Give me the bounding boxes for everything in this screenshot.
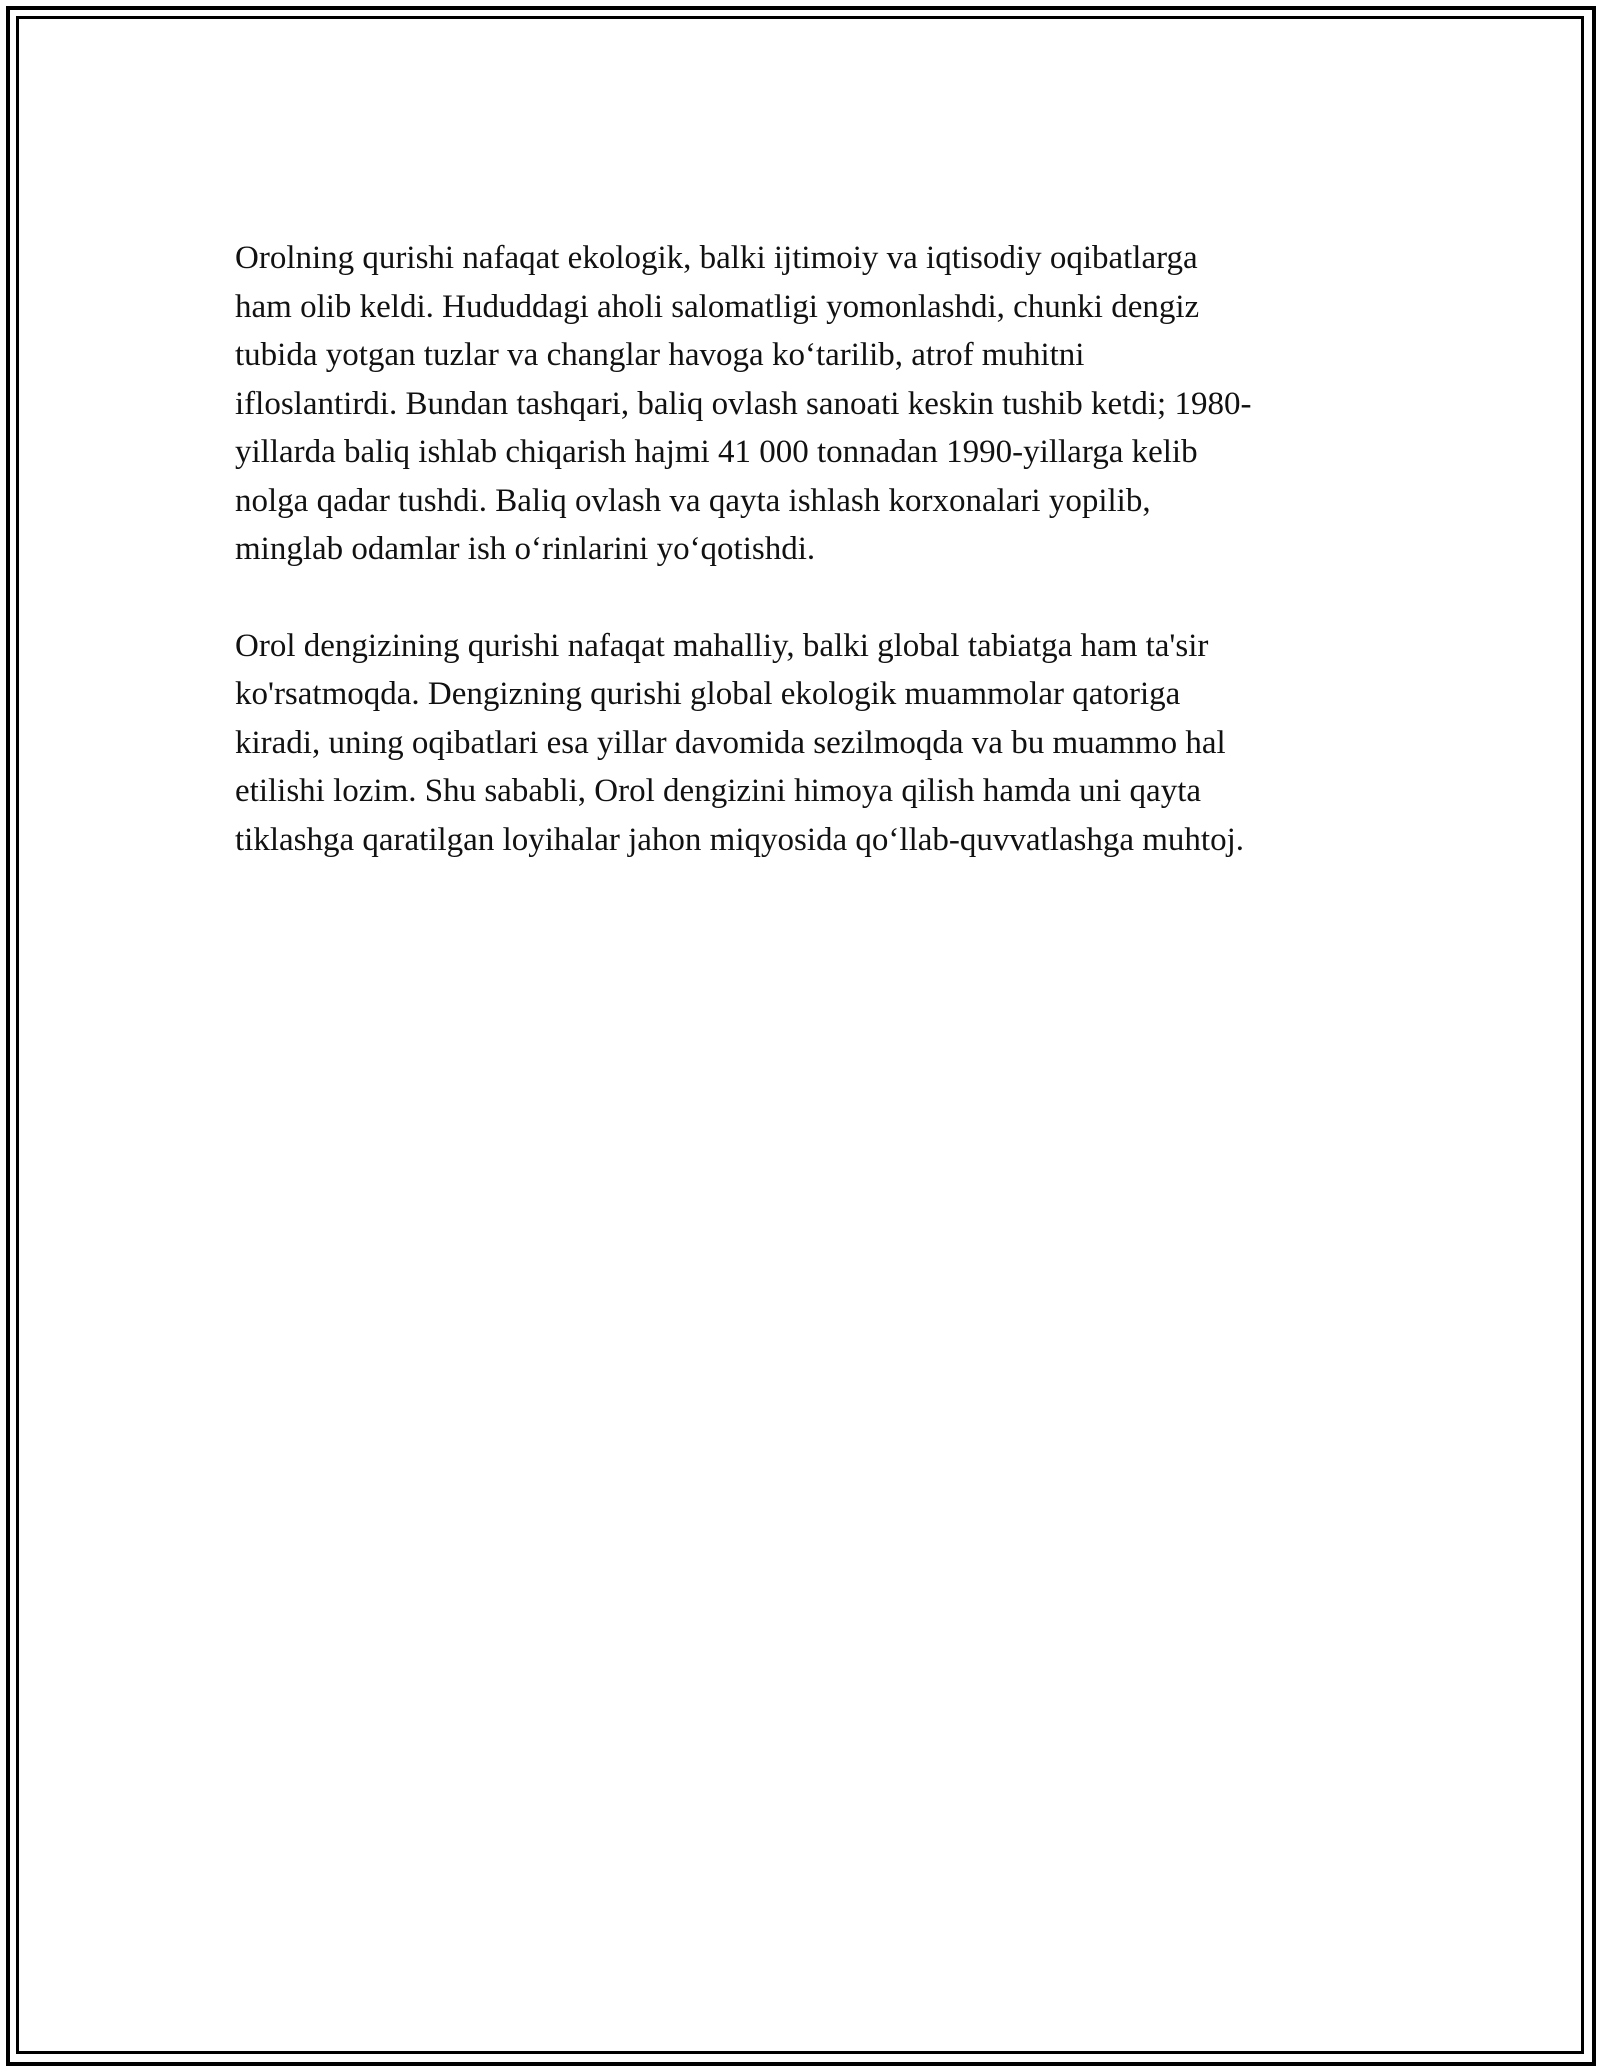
text-line: ham olib keldi. Hududdagi aholi salomatligi yomonlashdi, chunki dengiz bbox=[235, 288, 1200, 325]
text-line: Orol dengizining qurishi nafaqat mahalliy, balki global tabiatga ham ta'sir bbox=[235, 627, 1209, 664]
text-line: tiklashga qaratilgan loyihalar jahon miqyosida qo‘llab-quvvatlashga muhtoj. bbox=[235, 821, 1245, 858]
document-body bbox=[235, 234, 1375, 912]
text-line: nolga qadar tushdi. Baliq ovlash va qayta ishlash korxonalari yopilib, bbox=[235, 482, 1151, 519]
paragraph-1 bbox=[235, 234, 1375, 574]
paragraph-2 bbox=[235, 622, 1375, 865]
text-line: ko'rsatmoqda. Dengizning qurishi global ekologik muammolar qatoriga bbox=[235, 676, 1181, 712]
text-line: tubida yotgan tuzlar va changlar havoga ko‘tarilib, atrof muhitni bbox=[235, 337, 1085, 373]
text-line: ifloslantirdi. Bundan tashqari, baliq ovlash sanoati keskin tushib ketdi; 1980- bbox=[235, 385, 1252, 422]
text-line: kiradi, uning oqibatlari esa yillar davomida sezilmoqda va bu muammo hal bbox=[235, 724, 1226, 761]
text-line: yillarda baliq ishlab chiqarish hajmi 41 000 tonnadan 1990-yillarga kelib bbox=[235, 434, 1198, 470]
text-line: minglab odamlar ish o‘rinlarini yo‘qotishdi. bbox=[235, 531, 816, 567]
text-line: etilishi lozim. Shu sababli, Orol dengizini himoya qilish hamda uni qayta bbox=[235, 773, 1202, 809]
text-line: Orolning qurishi nafaqat ekologik, balki ijtimoiy va iqtisodiy oqibatlarga bbox=[235, 240, 1198, 276]
